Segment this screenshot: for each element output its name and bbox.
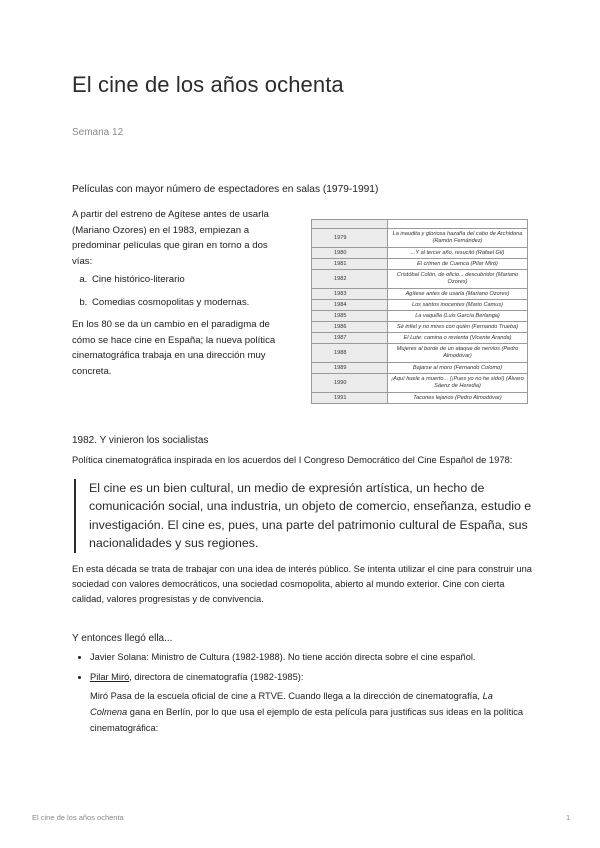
intro-paragraph-2: En los 80 se da un cambio en el paradigma de cómo se hace cine en España; la nueva política cinematográfica trabaja en una dirección muy concreta. [72,319,276,377]
table-row [312,322,528,333]
table-year-cell: 1983 [312,289,388,300]
list-item-miro [90,670,550,684]
intro-paragraph: A partir del estreno de Agítese antes de usarla (Mariano Ozores) en el 1983, empiezan a predominar películas que giran en torno a dos vías: [72,209,269,267]
table-row [312,259,528,270]
table-year-cell: 1991 [312,393,388,404]
politica-text: Política cinematográfica inspirada en los acuerdos del I Congreso Democrático del Cine Español de 1978: [72,454,513,465]
table-title-cell: Sé infiel y no mires con quién (Fernando Trueba) [388,322,528,333]
table-year-cell: 1986 [312,322,388,333]
page-title: El cine de los años ochenta [72,72,344,97]
people-list [72,650,550,690]
table-title-cell: Los santos inocentes (Mario Camus) [388,300,528,311]
table-year-cell: 1987 [312,333,388,344]
table-title-cell: ¡Aquí huele a muerto... (¡Pues yo no he sido!) (Álvaro Sáenz de Heredia) [388,374,528,393]
section-heading-peliculas: Películas con mayor número de espectadores en salas (1979-1991) [72,184,379,195]
table-title-cell: La vaquilla (Luis García Berlanga) [388,311,528,322]
table-title-cell: Cristóbal Colón, de oficio... descubridor (Mariano Ozores) [388,270,528,289]
table-year-cell: 1990 [312,374,388,393]
table-row [312,220,528,229]
table-year-cell: 1980 [312,248,388,259]
section-heading-socialistas: 1982. Y vinieron los socialistas [72,435,209,446]
table-year-cell: 1985 [312,311,388,322]
table-row [312,374,528,393]
table-title-cell: El crimen de Cuenca (Pilar Miró) [388,259,528,270]
table-year-cell: 1988 [312,344,388,363]
table-year-cell [312,220,388,229]
miro-detail-text-1: Miró Pasa de la escuela oficial de cine a RTVE. Cuando llega a la dirección de cinematografía, [90,691,483,701]
table-title-cell: Agítese antes de usarla (Mariano Ozores) [388,289,528,300]
table-row [312,344,528,363]
table-row [312,248,528,259]
quote-block: El cine es un bien cultural, un medio de expresión artística, un hecho de comunicación social, una industria, un objeto de comercio, enseñanza, estudio e investigación. El cine es, pues, una parte del patrimonio cultural de España, sus nacionalidades y sus regiones. [74,479,539,553]
list-item-solana [90,650,550,664]
list-item: b. Comedias cosmopolitas y modernas. [90,295,277,311]
intro-text [72,207,277,379]
table-title-cell: La inaudita y gloriosa hazaña del cabo de Archidona (Ramón Fernández) [388,229,528,248]
intro-list [72,272,277,310]
table-title-cell: Mujeres al borde de un ataque de nervios (Pedro Almodóvar) [388,344,528,363]
footer-page-number: 1 [566,813,571,822]
pilar-miro-link[interactable]: Pilar Miró [90,672,130,682]
miro-detail-text-2: gana en Berlín, por lo que usa el ejemplo de esta película para justificas sus ideas en la política cinematográfica: [90,707,524,733]
miro-detail-paragraph [90,688,530,736]
miro-role-text: , directora de cinematografía (1982-1985): [129,672,304,682]
table-row [312,333,528,344]
solana-text: Javier Solana: Ministro de Cultura (1982-1988). No tiene acción directa sobre el cine español. [90,652,476,662]
table-title-cell: Bajarse al moro (Fernando Colomo) [388,363,528,374]
decada-paragraph: En esta década se trata de trabajar con una idea de interés público. Se intenta utilizar el cine para construir una sociedad con valores democráticos, una sociedad cosmopolita, abierto al mundo exterior. Cine con cierta calidad, valores progresistas y de convivencia. [72,564,532,605]
section-heading-entonces: Y entonces llegó ella... [72,633,173,644]
table-year-cell: 1982 [312,270,388,289]
table-year-cell: 1981 [312,259,388,270]
table-row [312,270,528,289]
page-subtitle: Semana 12 [72,127,124,138]
table-title-cell [388,220,528,229]
table-row [312,363,528,374]
table-title-cell: El Lute: camina o revienta (Vicente Aranda) [388,333,528,344]
table-row [312,393,528,404]
table-row [312,229,528,248]
footer-title: El cine de los años ochenta [32,813,124,822]
table-row [312,311,528,322]
table-year-cell: 1984 [312,300,388,311]
table-row [312,300,528,311]
table-year-cell: 1979 [312,229,388,248]
table-title-cell: ...Y al tercer año, resucitó (Rafael Gil) [388,248,528,259]
table-year-cell: 1989 [312,363,388,374]
films-table [311,219,528,404]
table-title-cell: Tacones lejanos (Pedro Almodóvar) [388,393,528,404]
film-title-la-colmena: La Colmena [90,691,493,717]
list-item: a. Cine histórico-literario [90,272,277,288]
table-row [312,289,528,300]
